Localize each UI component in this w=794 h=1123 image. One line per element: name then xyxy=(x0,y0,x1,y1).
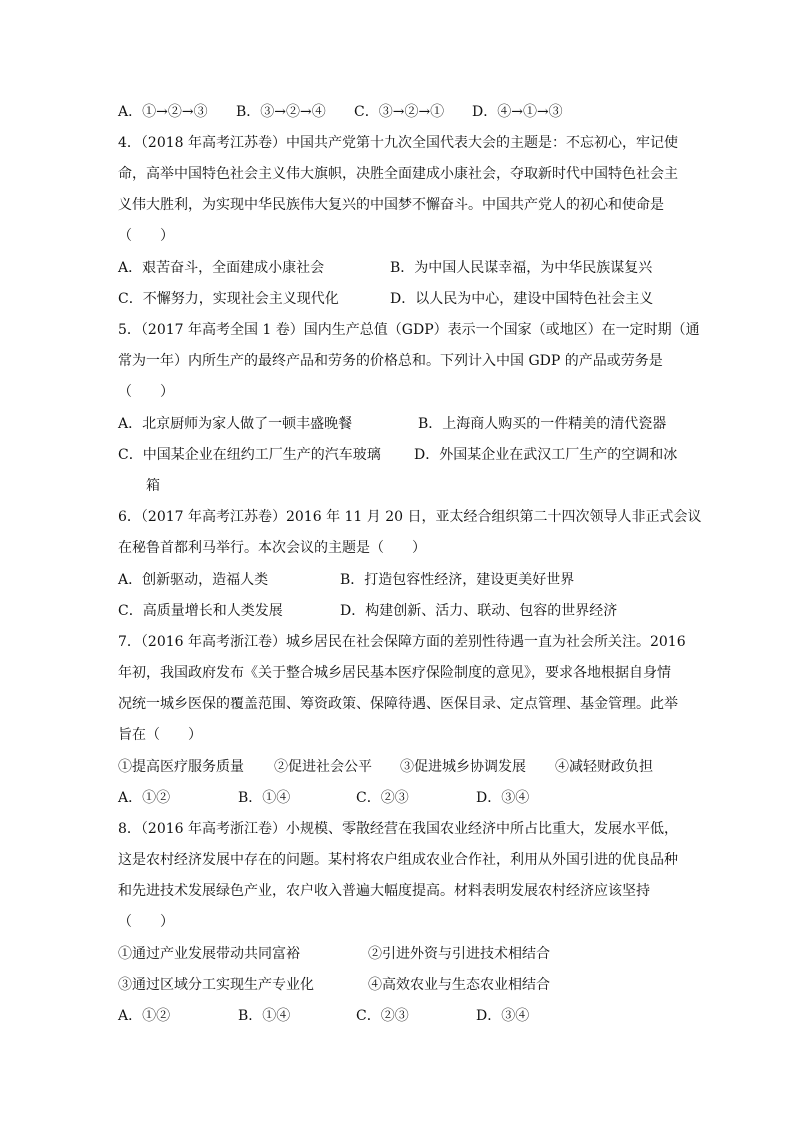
question-6-stem xyxy=(118,502,702,564)
question-8-line: 8．（2016 年高考浙江卷）小规模、零散经营在我国农业经济中所占比重大，发展水平低， xyxy=(118,821,678,837)
q8-items-row-1 xyxy=(118,944,550,964)
q4-option-c[interactable]: C．不懈努力，实现社会主义现代化 xyxy=(118,291,339,307)
q6-option-b[interactable]: B．打造包容性经济，建设更美好世界 xyxy=(340,572,575,588)
q8-items-row-2 xyxy=(118,975,550,995)
question-4-line: （ ） xyxy=(118,228,174,244)
q4-option-b[interactable]: B．为中国人民谋幸福，为中华民族谋复兴 xyxy=(390,260,653,276)
question-6-line: 6．（2017 年高考江苏卷）2016 年 11 月 20 日，亚太经合组织第二十四次领导人非正式会议 xyxy=(118,509,702,525)
q7-item-3: ③促进城乡协调发展 xyxy=(400,759,526,775)
q3-option-c[interactable]: C．③→②→① xyxy=(354,104,445,120)
question-5-stem xyxy=(118,315,700,408)
q4-options-row-1 xyxy=(118,258,652,278)
q6-option-c[interactable]: C．高质量增长和人类发展 xyxy=(118,603,283,619)
q7-item-2: ②促进社会公平 xyxy=(274,759,372,775)
q7-option-d[interactable]: D．③④ xyxy=(476,790,530,806)
question-6-line: 在秘鲁首都利马举行。本次会议的主题是（ ） xyxy=(118,540,426,556)
q7-options xyxy=(118,788,529,808)
q7-option-a[interactable]: A．①② xyxy=(118,790,171,806)
q3-option-d[interactable]: D．④→①→③ xyxy=(472,104,563,120)
question-8-line: 这是农村经济发展中存在的问题。某村将农户组成农业合作社，利用从外国引进的优良品种 xyxy=(118,852,678,868)
question-8-line: 和先进技术发展绿色产业，农户收入普遍大幅度提高。材料表明发展农村经济应该坚持 xyxy=(118,883,650,899)
q6-options-row-1 xyxy=(118,570,574,590)
q5-options-row-1 xyxy=(118,414,666,434)
q8-options xyxy=(118,1006,529,1026)
question-7-stem xyxy=(118,627,686,751)
question-4-line: 命，高举中国特色社会主义伟大旗帜，决胜全面建成小康社会，夺取新时代中国特色社会主 xyxy=(118,166,678,182)
q8-item-2: ②引进外资与引进技术相结合 xyxy=(368,946,550,962)
q4-option-a[interactable]: A．艰苦奋斗，全面建成小康社会 xyxy=(118,260,325,276)
q3-option-b[interactable]: B．③→②→④ xyxy=(236,104,326,120)
question-5-line: 5．（2017 年高考全国 1 卷）国内生产总值（GDP）表示一个国家（或地区）在一定时期（通 xyxy=(118,322,700,338)
q8-item-4: ④高效农业与生态农业相结合 xyxy=(368,977,550,993)
question-4-stem xyxy=(118,128,678,252)
q3-options xyxy=(118,102,563,122)
question-7-line: 年初，我国政府发布《关于整合城乡居民基本医疗保险制度的意见》，要求各地根据自身情 xyxy=(118,665,671,681)
q5-option-b[interactable]: B．上海商人购买的一件精美的清代瓷器 xyxy=(418,416,667,432)
q5-option-a[interactable]: A．北京厨师为家人做了一顿丰盛晚餐 xyxy=(118,416,353,432)
q3-option-a[interactable]: A．①→②→③ xyxy=(118,104,208,120)
question-4-line: 4．（2018 年高考江苏卷）中国共产党第十九次全国代表大会的主题是：不忘初心，牢记使 xyxy=(118,135,678,151)
q5-option-d-continued: 箱 xyxy=(146,478,160,494)
q8-item-1: ①通过产业发展带动共同富裕 xyxy=(118,946,300,962)
q7-option-b[interactable]: B．①④ xyxy=(238,790,291,806)
q5-options-row-2 xyxy=(118,445,677,465)
q8-option-c[interactable]: C．②③ xyxy=(356,1008,409,1024)
q8-item-3: ③通过区域分工实现生产专业化 xyxy=(118,977,314,993)
q7-item-1: ①提高医疗服务质量 xyxy=(118,759,244,775)
question-4-line: 义伟大胜利，为实现中华民族伟大复兴的中国梦不懈奋斗。中国共产党人的初心和使命是 xyxy=(118,197,664,213)
question-5-line: 常为一年）内所生产的最终产品和劳务的价格总和。下列计入中国 GDP 的产品或劳务是 xyxy=(118,353,663,369)
question-5-line: （ ） xyxy=(118,384,174,400)
q8-option-b[interactable]: B．①④ xyxy=(238,1008,291,1024)
question-8-stem xyxy=(118,814,678,938)
q4-options-row-2 xyxy=(118,289,653,309)
q5-option-c[interactable]: C．中国某企业在纽约工厂生产的汽车玻璃 xyxy=(118,447,381,463)
question-8-line: （ ） xyxy=(118,914,174,930)
q4-option-d[interactable]: D．以人民为中心，建设中国特色社会主义 xyxy=(390,291,654,307)
q6-options-row-2 xyxy=(118,601,617,621)
question-7-line: 7．（2016 年高考浙江卷）城乡居民在社会保障方面的差别性待遇一直为社会所关注。2016 xyxy=(118,634,686,650)
q8-option-a[interactable]: A．①② xyxy=(118,1008,171,1024)
q6-option-d[interactable]: D．构建创新、活力、联动、包容的世界经济 xyxy=(340,603,618,619)
q7-items xyxy=(118,757,653,777)
question-7-line: 旨在（ ） xyxy=(118,727,202,743)
q7-option-c[interactable]: C．②③ xyxy=(356,790,409,806)
question-7-line: 况统一城乡医保的覆盖范围、筹资政策、保障待遇、医保目录、定点管理、基金管理。此举 xyxy=(118,696,678,712)
q7-item-4: ④减轻财政负担 xyxy=(555,759,653,775)
q8-option-d[interactable]: D．③④ xyxy=(476,1008,530,1024)
q6-option-a[interactable]: A．创新驱动，造福人类 xyxy=(118,572,269,588)
q5-option-d[interactable]: D．外国某企业在武汉工厂生产的空调和冰 xyxy=(414,447,678,463)
